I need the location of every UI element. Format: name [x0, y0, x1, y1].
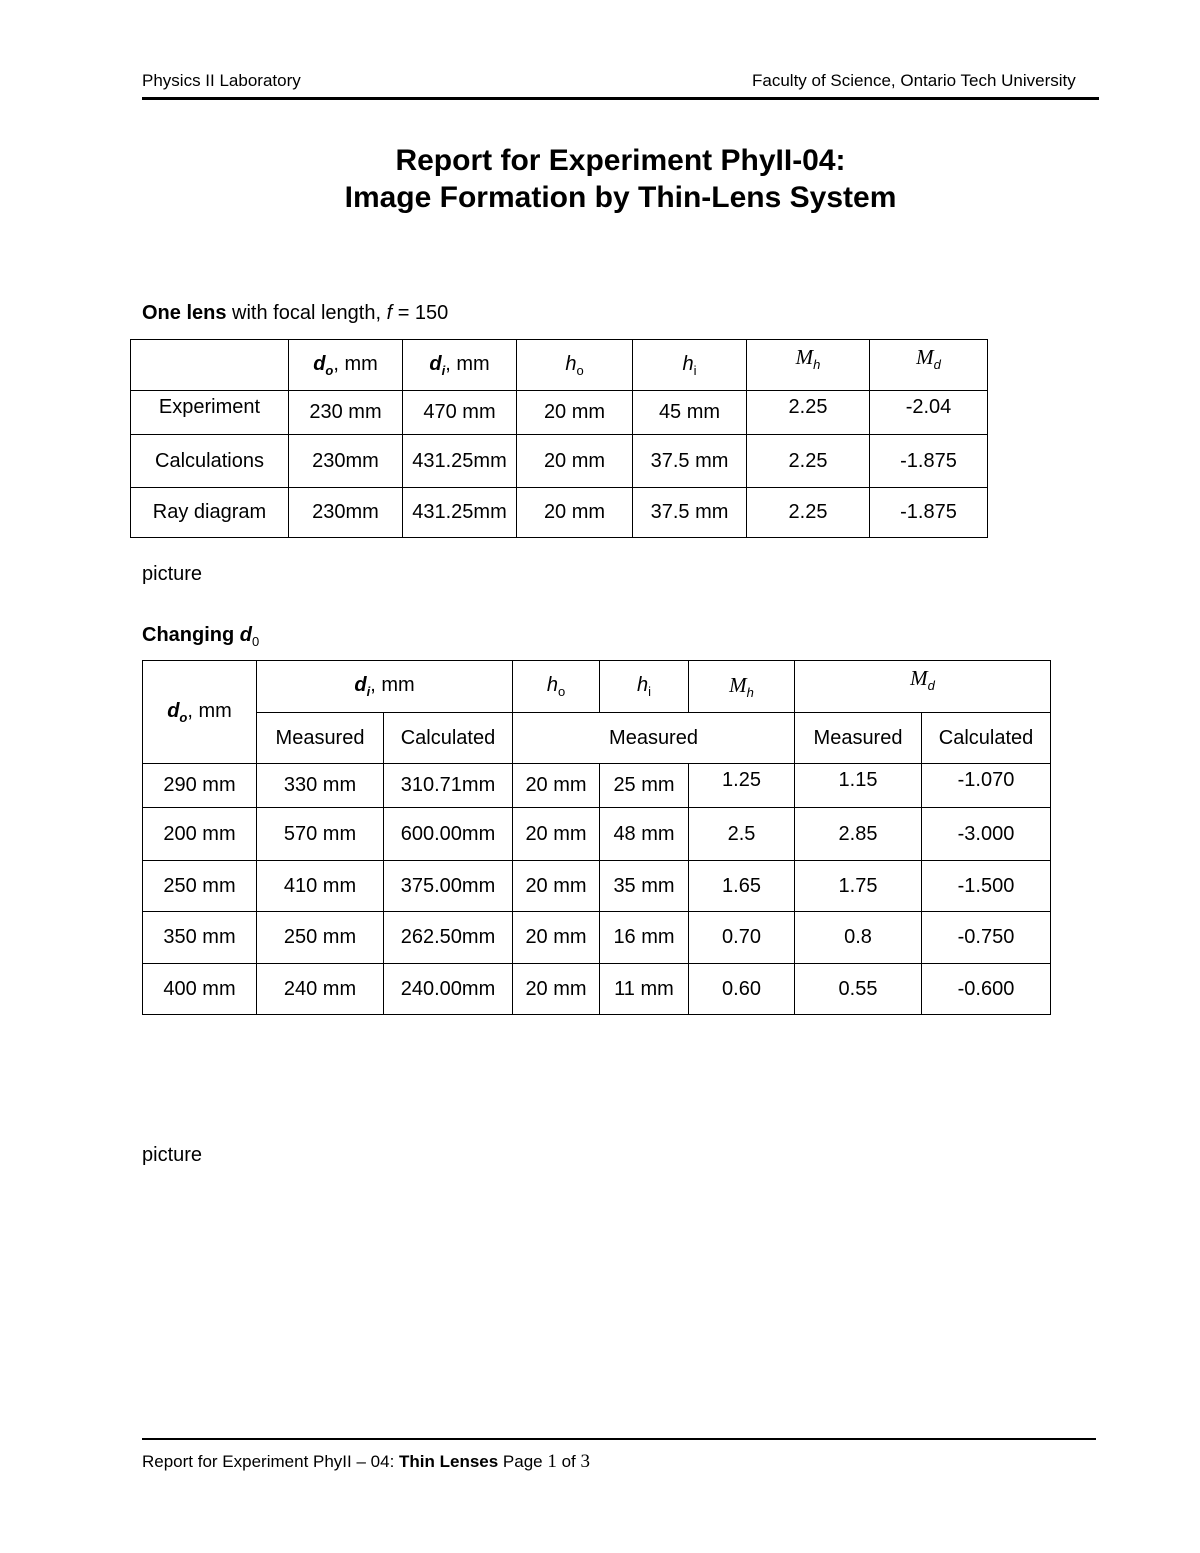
- header-hi: $h_i$: [633, 340, 747, 391]
- header-ho: $h_o$: [517, 340, 633, 391]
- table-cell: 250 mm: [143, 861, 257, 912]
- do-symbol: d: [239, 624, 252, 646]
- footer-topic: Thin Lenses: [399, 1452, 499, 1471]
- table-row: [143, 912, 1051, 964]
- table-row: [131, 391, 988, 435]
- table-cell: 35 mm: [600, 861, 689, 912]
- table-header-row: [143, 661, 1051, 713]
- table-cell: 600.00mm: [384, 808, 513, 861]
- table-cell: 250 mm: [257, 912, 384, 964]
- table-row: [143, 964, 1051, 1015]
- subheader-di-calculated: Calculated: [384, 713, 513, 764]
- footer-prefix: Report for Experiment PhyII – 04:: [142, 1452, 400, 1471]
- section-one-lens-heading: [142, 302, 448, 325]
- table-row: [143, 861, 1051, 912]
- table-cell: -1.070: [922, 764, 1051, 808]
- table-header-row: [131, 340, 988, 391]
- table-cell: 20 mm: [513, 964, 600, 1015]
- table-cell: 375.00mm: [384, 861, 513, 912]
- footer-page-number: 1: [547, 1451, 557, 1472]
- table-row: [143, 764, 1051, 808]
- footer: [142, 1451, 590, 1473]
- table-cell: 0.8: [795, 912, 922, 964]
- page-title: [142, 142, 1099, 216]
- header-faculty: Faculty of Science, Ontario Tech University: [752, 71, 1076, 90]
- changing-do-table: [142, 660, 1051, 1015]
- table-cell: 262.50mm: [384, 912, 513, 964]
- table-cell: 1.25: [689, 764, 795, 808]
- table-cell: -1.500: [922, 861, 1051, 912]
- table-cell: 200 mm: [143, 808, 257, 861]
- table-cell: 2.25: [747, 488, 870, 538]
- table-subheader-row: [143, 713, 1051, 764]
- footer-page-total: 3: [580, 1451, 590, 1472]
- footer-rule: [142, 1438, 1096, 1440]
- table-cell: 431.25mm: [403, 435, 517, 488]
- header-do: $d_o$, mm: [143, 661, 257, 764]
- table-cell: -3.000: [922, 808, 1051, 861]
- table-cell: 16 mm: [600, 912, 689, 964]
- table-cell: 37.5 mm: [633, 435, 747, 488]
- table-cell: 2.85: [795, 808, 922, 861]
- table-cell: -1.875: [870, 435, 988, 488]
- table-cell: 48 mm: [600, 808, 689, 861]
- section-changing-do-heading: Changing $d_0$: [142, 624, 260, 649]
- header-di: $d_i$, mm: [257, 661, 513, 713]
- row-label: Experiment: [131, 391, 289, 435]
- header-mh: $M_h$: [747, 340, 870, 391]
- table-row: [131, 488, 988, 538]
- table-cell: 431.25mm: [403, 488, 517, 538]
- table-cell: 1.15: [795, 764, 922, 808]
- table-cell: 2.25: [747, 435, 870, 488]
- table-cell: 1.65: [689, 861, 795, 912]
- table-cell: 20 mm: [513, 912, 600, 964]
- table-cell: 2.5: [689, 808, 795, 861]
- header-do: $d_o$, mm: [289, 340, 403, 391]
- table-cell: 240.00mm: [384, 964, 513, 1015]
- picture-placeholder-2: picture: [142, 1144, 203, 1166]
- table-cell: 0.70: [689, 912, 795, 964]
- table-cell: 0.60: [689, 964, 795, 1015]
- table-cell: -2.04: [870, 391, 988, 435]
- table-cell: 330 mm: [257, 764, 384, 808]
- table-row: [143, 808, 1051, 861]
- header-lab-name: Physics II Laboratory: [142, 71, 301, 90]
- table-row: [131, 435, 988, 488]
- table-cell: 45 mm: [633, 391, 747, 435]
- table-cell: 290 mm: [143, 764, 257, 808]
- header-di: $d_i$, mm: [403, 340, 517, 391]
- table-cell: 310.71mm: [384, 764, 513, 808]
- focal-length-symbol: f: [386, 302, 393, 324]
- table-cell: 350 mm: [143, 912, 257, 964]
- table-cell: 11 mm: [600, 964, 689, 1015]
- picture-placeholder-1: picture: [142, 563, 203, 585]
- header-hi: $h_i$: [600, 661, 689, 713]
- section-one-lens-text: with focal length,: [226, 302, 387, 324]
- table-cell: 0.55: [795, 964, 922, 1015]
- subheader-di-measured: Measured: [257, 713, 384, 764]
- table-cell: -1.875: [870, 488, 988, 538]
- focal-length-value: = 150: [392, 302, 449, 324]
- row-label: Calculations: [131, 435, 289, 488]
- table-cell: 37.5 mm: [633, 488, 747, 538]
- subheader-md-measured: Measured: [795, 713, 922, 764]
- table-cell: 1.75: [795, 861, 922, 912]
- header-rule: [142, 97, 1099, 100]
- header-mh: $M_h$: [689, 661, 795, 713]
- header-md: $M_d$: [795, 661, 1051, 713]
- table-cell: 20 mm: [517, 391, 633, 435]
- table-cell: 25 mm: [600, 764, 689, 808]
- header-md: $M_d$: [870, 340, 988, 391]
- table-cell: 470 mm: [403, 391, 517, 435]
- footer-of-word: of: [556, 1452, 581, 1471]
- one-lens-table: [130, 339, 988, 538]
- table-cell: 570 mm: [257, 808, 384, 861]
- table-cell: 20 mm: [517, 488, 633, 538]
- table-cell: 20 mm: [517, 435, 633, 488]
- title-line-1: Report for Experiment PhyII-04:: [395, 144, 846, 177]
- table-cell: 240 mm: [257, 964, 384, 1015]
- table-cell: 230 mm: [289, 391, 403, 435]
- table-cell: -0.750: [922, 912, 1051, 964]
- subheader-md-calculated: Calculated: [922, 713, 1051, 764]
- table-cell: 400 mm: [143, 964, 257, 1015]
- section-one-lens-bold: One lens: [142, 302, 227, 324]
- table-cell: 230mm: [289, 435, 403, 488]
- header-empty-cell: [131, 340, 289, 391]
- table-cell: 410 mm: [257, 861, 384, 912]
- table-cell: 230mm: [289, 488, 403, 538]
- footer-page-word: Page: [498, 1452, 548, 1471]
- title-line-2: Image Formation by Thin-Lens System: [344, 181, 897, 214]
- subheader-measured: Measured: [513, 713, 795, 764]
- table-cell: -0.600: [922, 964, 1051, 1015]
- table-cell: 20 mm: [513, 861, 600, 912]
- row-label: Ray diagram: [131, 488, 289, 538]
- table-cell: 20 mm: [513, 808, 600, 861]
- table-cell: 2.25: [747, 391, 870, 435]
- header-ho: $h_o$: [513, 661, 600, 713]
- table-cell: 20 mm: [513, 764, 600, 808]
